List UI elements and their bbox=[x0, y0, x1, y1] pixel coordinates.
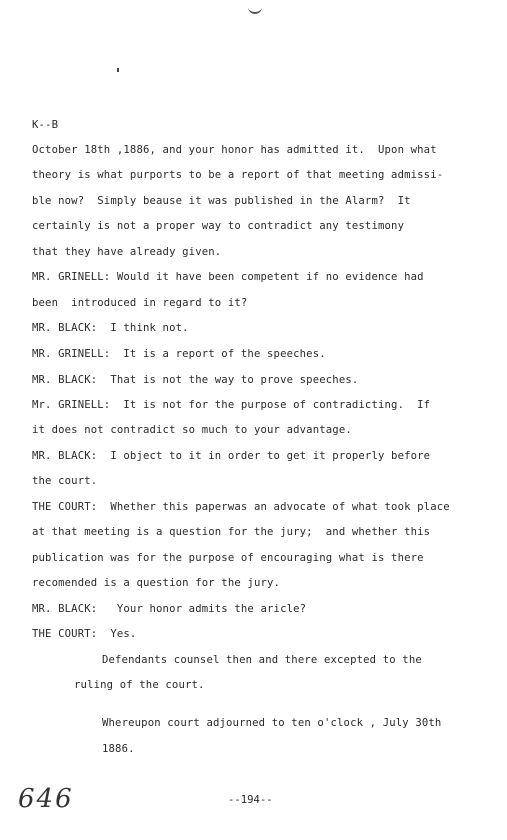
text-line: MR. GRINELL: Would it have been competent if no evidence had bbox=[32, 271, 424, 283]
text-line: Whereupon court adjourned to ten o'clock , July 30th bbox=[102, 717, 442, 729]
handwritten-page-number: 646 bbox=[18, 784, 74, 814]
text-line: certainly is not a proper way to contradict any testimony bbox=[32, 220, 405, 232]
text-line: been introduced in regard to it? bbox=[32, 297, 248, 309]
text-line: MR. BLACK: Your honor admits the aricle? bbox=[32, 603, 307, 615]
text-line: 1886. bbox=[102, 743, 135, 755]
text-line: publication was for the purpose of encouraging what is there bbox=[32, 552, 424, 564]
text-line: Defendants counsel then and there excepted to the bbox=[102, 654, 422, 666]
text-line: the court. bbox=[32, 475, 98, 487]
text-line: October 18th ,1886, and your honor has admitted it. Upon what bbox=[32, 144, 437, 156]
page-number: --194-- bbox=[228, 794, 273, 806]
text-line: MR. BLACK: I object to it in order to get it properly before bbox=[32, 450, 431, 462]
text-line: at that meeting is a question for the jury; and whether this bbox=[32, 526, 431, 538]
text-line: THE COURT: Yes. bbox=[32, 628, 137, 640]
text-line: Mr. GRINELL: It is not for the purpose of contradicting. If bbox=[32, 399, 431, 411]
text-line: THE COURT: Whether this paperwas an advocate of what took place bbox=[32, 501, 450, 513]
text-line: that they have already given. bbox=[32, 246, 222, 258]
text-line: ble now? Simply beause it was published in the Alarm? It bbox=[32, 195, 411, 207]
text-line: recomended is a question for the jury. bbox=[32, 577, 281, 589]
section-header: K--B bbox=[32, 119, 59, 131]
text-line: MR. BLACK: That is not the way to prove speeches. bbox=[32, 374, 359, 386]
text-line: MR. GRINELL: It is a report of the speeches. bbox=[32, 348, 326, 360]
punch-mark bbox=[248, 6, 262, 14]
text-line: theory is what purports to be a report of that meeting admissi- bbox=[32, 169, 444, 181]
text-line: MR. BLACK: I think not. bbox=[32, 322, 189, 334]
ink-dot bbox=[117, 68, 119, 72]
text-line: ruling of the court. bbox=[74, 679, 205, 691]
text-line: it does not contradict so much to your advantage. bbox=[32, 424, 352, 436]
